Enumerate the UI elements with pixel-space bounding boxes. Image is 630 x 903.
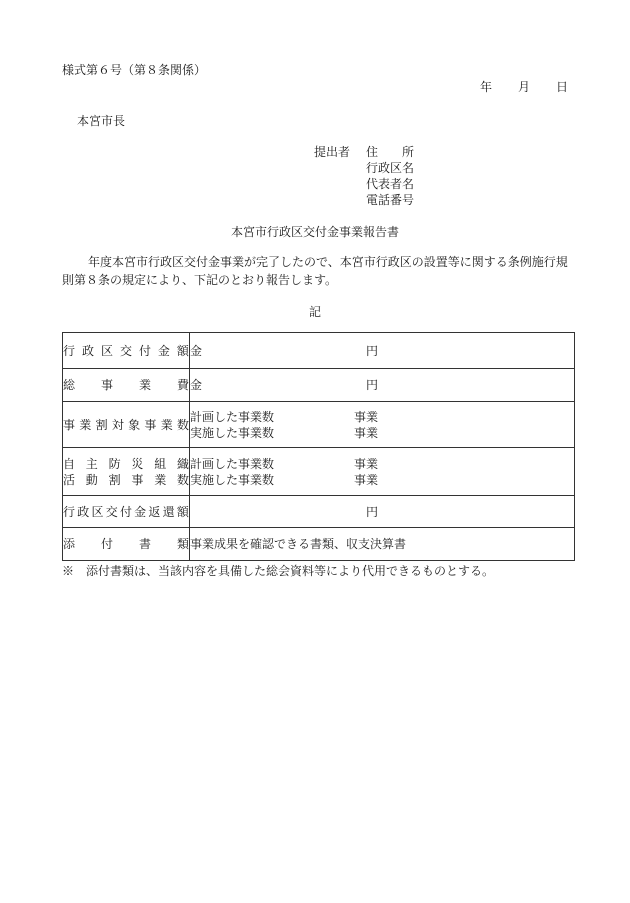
disaster-prevention-cell — [190, 448, 575, 496]
label-char: 金 — [134, 504, 147, 519]
table-row — [63, 402, 575, 448]
label-char: 数 — [176, 472, 189, 487]
label-project-count — [63, 402, 190, 448]
grant-amount-unit: 円 — [366, 343, 379, 358]
date-line — [480, 79, 568, 95]
label-char: 業 — [138, 378, 151, 392]
implemented-count-label: 実施した事業数 — [190, 425, 275, 440]
date-day: 日 — [556, 80, 569, 94]
label-char: 事 — [144, 417, 157, 432]
label-char: 対 — [111, 417, 124, 432]
refund-amount-cell — [190, 496, 575, 528]
label-char: 象 — [128, 417, 141, 432]
label-total-cost — [63, 369, 190, 402]
label-char: 事 — [100, 378, 113, 392]
submitter-address-label: 住 所 — [366, 145, 415, 159]
label-char: 額 — [176, 343, 189, 358]
label-char: 還 — [162, 504, 175, 519]
label-char: 政 — [77, 504, 90, 519]
attachments-value: 事業成果を確認できる書類、収支決算書 — [190, 528, 575, 561]
table-row — [63, 528, 575, 561]
implemented-count-label: 実施した事業数 — [190, 472, 275, 487]
label-char: 数 — [176, 417, 189, 432]
planned-count-unit: 事業 — [354, 456, 379, 471]
justified-label — [63, 536, 189, 552]
table-row — [63, 496, 575, 528]
label-char: 割 — [95, 417, 108, 432]
label-char: 金 — [157, 343, 170, 358]
total-cost-unit: 円 — [366, 378, 379, 392]
label-char: 書 — [138, 537, 151, 551]
planned-count-label: 計画した事業数 — [190, 409, 275, 424]
label-char: 活 — [63, 472, 76, 487]
label-char: 防 — [108, 456, 121, 471]
label-grant-amount — [63, 333, 190, 369]
report-table — [62, 332, 575, 561]
label-char: 割 — [108, 472, 121, 487]
label-char: 返 — [148, 504, 161, 519]
implemented-count-unit: 事業 — [354, 425, 379, 440]
label-char: 付 — [119, 504, 132, 519]
justified-label — [63, 456, 189, 472]
label-char: 行 — [63, 504, 76, 519]
label-char: 組 — [154, 456, 167, 471]
label-char: 付 — [138, 343, 151, 358]
submitter-district-label: 行政区名 — [366, 161, 415, 175]
form-number: 様式第６号（第８条関係） — [62, 63, 207, 77]
label-char: 費 — [176, 378, 189, 392]
justified-label — [63, 417, 189, 433]
implemented-count-unit: 事業 — [354, 472, 379, 487]
label-char: 織 — [176, 456, 189, 471]
planned-count-unit: 事業 — [354, 409, 379, 424]
table-row — [63, 333, 575, 369]
grant-amount-cell — [190, 333, 575, 369]
label-char: 事 — [131, 472, 144, 487]
justified-label — [63, 504, 189, 520]
total-cost-prefix: 金 — [190, 378, 203, 392]
label-char: 動 — [85, 472, 98, 487]
project-count-cell — [190, 402, 575, 448]
justified-label — [63, 343, 189, 359]
document-title: 本宮市行政区交付金事業報告書 — [230, 225, 399, 239]
submitter-phone-label: 電話番号 — [366, 193, 415, 207]
label-char: 事 — [63, 417, 76, 432]
label-char: 付 — [100, 537, 113, 551]
grant-amount-prefix: 金 — [190, 343, 203, 358]
ki-heading: 記 — [308, 305, 321, 319]
label-char: 交 — [105, 504, 118, 519]
total-cost-cell — [190, 369, 575, 402]
refund-amount-unit: 円 — [366, 504, 379, 519]
label-char: 自 — [63, 456, 76, 471]
label-disaster-prevention — [63, 448, 190, 496]
label-char: 行 — [63, 343, 76, 358]
label-char: 業 — [154, 472, 167, 487]
label-char: 政 — [81, 343, 94, 358]
label-char: 区 — [91, 504, 104, 519]
footnote: ※ 添付書類は、当該内容を具備した総会資料等により代用できるものとする。 — [62, 564, 495, 578]
label-char: 交 — [119, 343, 132, 358]
label-char: 区 — [100, 343, 113, 358]
justified-label — [63, 377, 189, 393]
label-char: 主 — [85, 456, 98, 471]
submitter-label: 提出者 — [314, 145, 351, 159]
label-char: 添 — [63, 537, 76, 551]
label-char: 業 — [79, 417, 92, 432]
label-refund-amount — [63, 496, 190, 528]
addressee: 本宮市長 — [77, 114, 126, 128]
label-char: 総 — [63, 378, 76, 392]
submitter-representative-label: 代表者名 — [366, 177, 415, 191]
body-text: 年度本宮市行政区交付金事業が完了したので、本宮市行政区の設置等に関する条例施行規則第８条の規定により、下記のとおり報告します。 — [62, 255, 568, 287]
label-char: 災 — [131, 456, 144, 471]
table-row — [63, 448, 575, 496]
label-attachments — [63, 528, 190, 561]
label-char: 類 — [176, 537, 189, 551]
justified-label — [63, 472, 189, 488]
label-char: 業 — [160, 417, 173, 432]
date-month: 月 — [518, 80, 531, 94]
table-row — [63, 369, 575, 402]
date-year: 年 — [480, 80, 493, 94]
label-char: 額 — [176, 504, 189, 519]
planned-count-label: 計画した事業数 — [190, 456, 275, 471]
